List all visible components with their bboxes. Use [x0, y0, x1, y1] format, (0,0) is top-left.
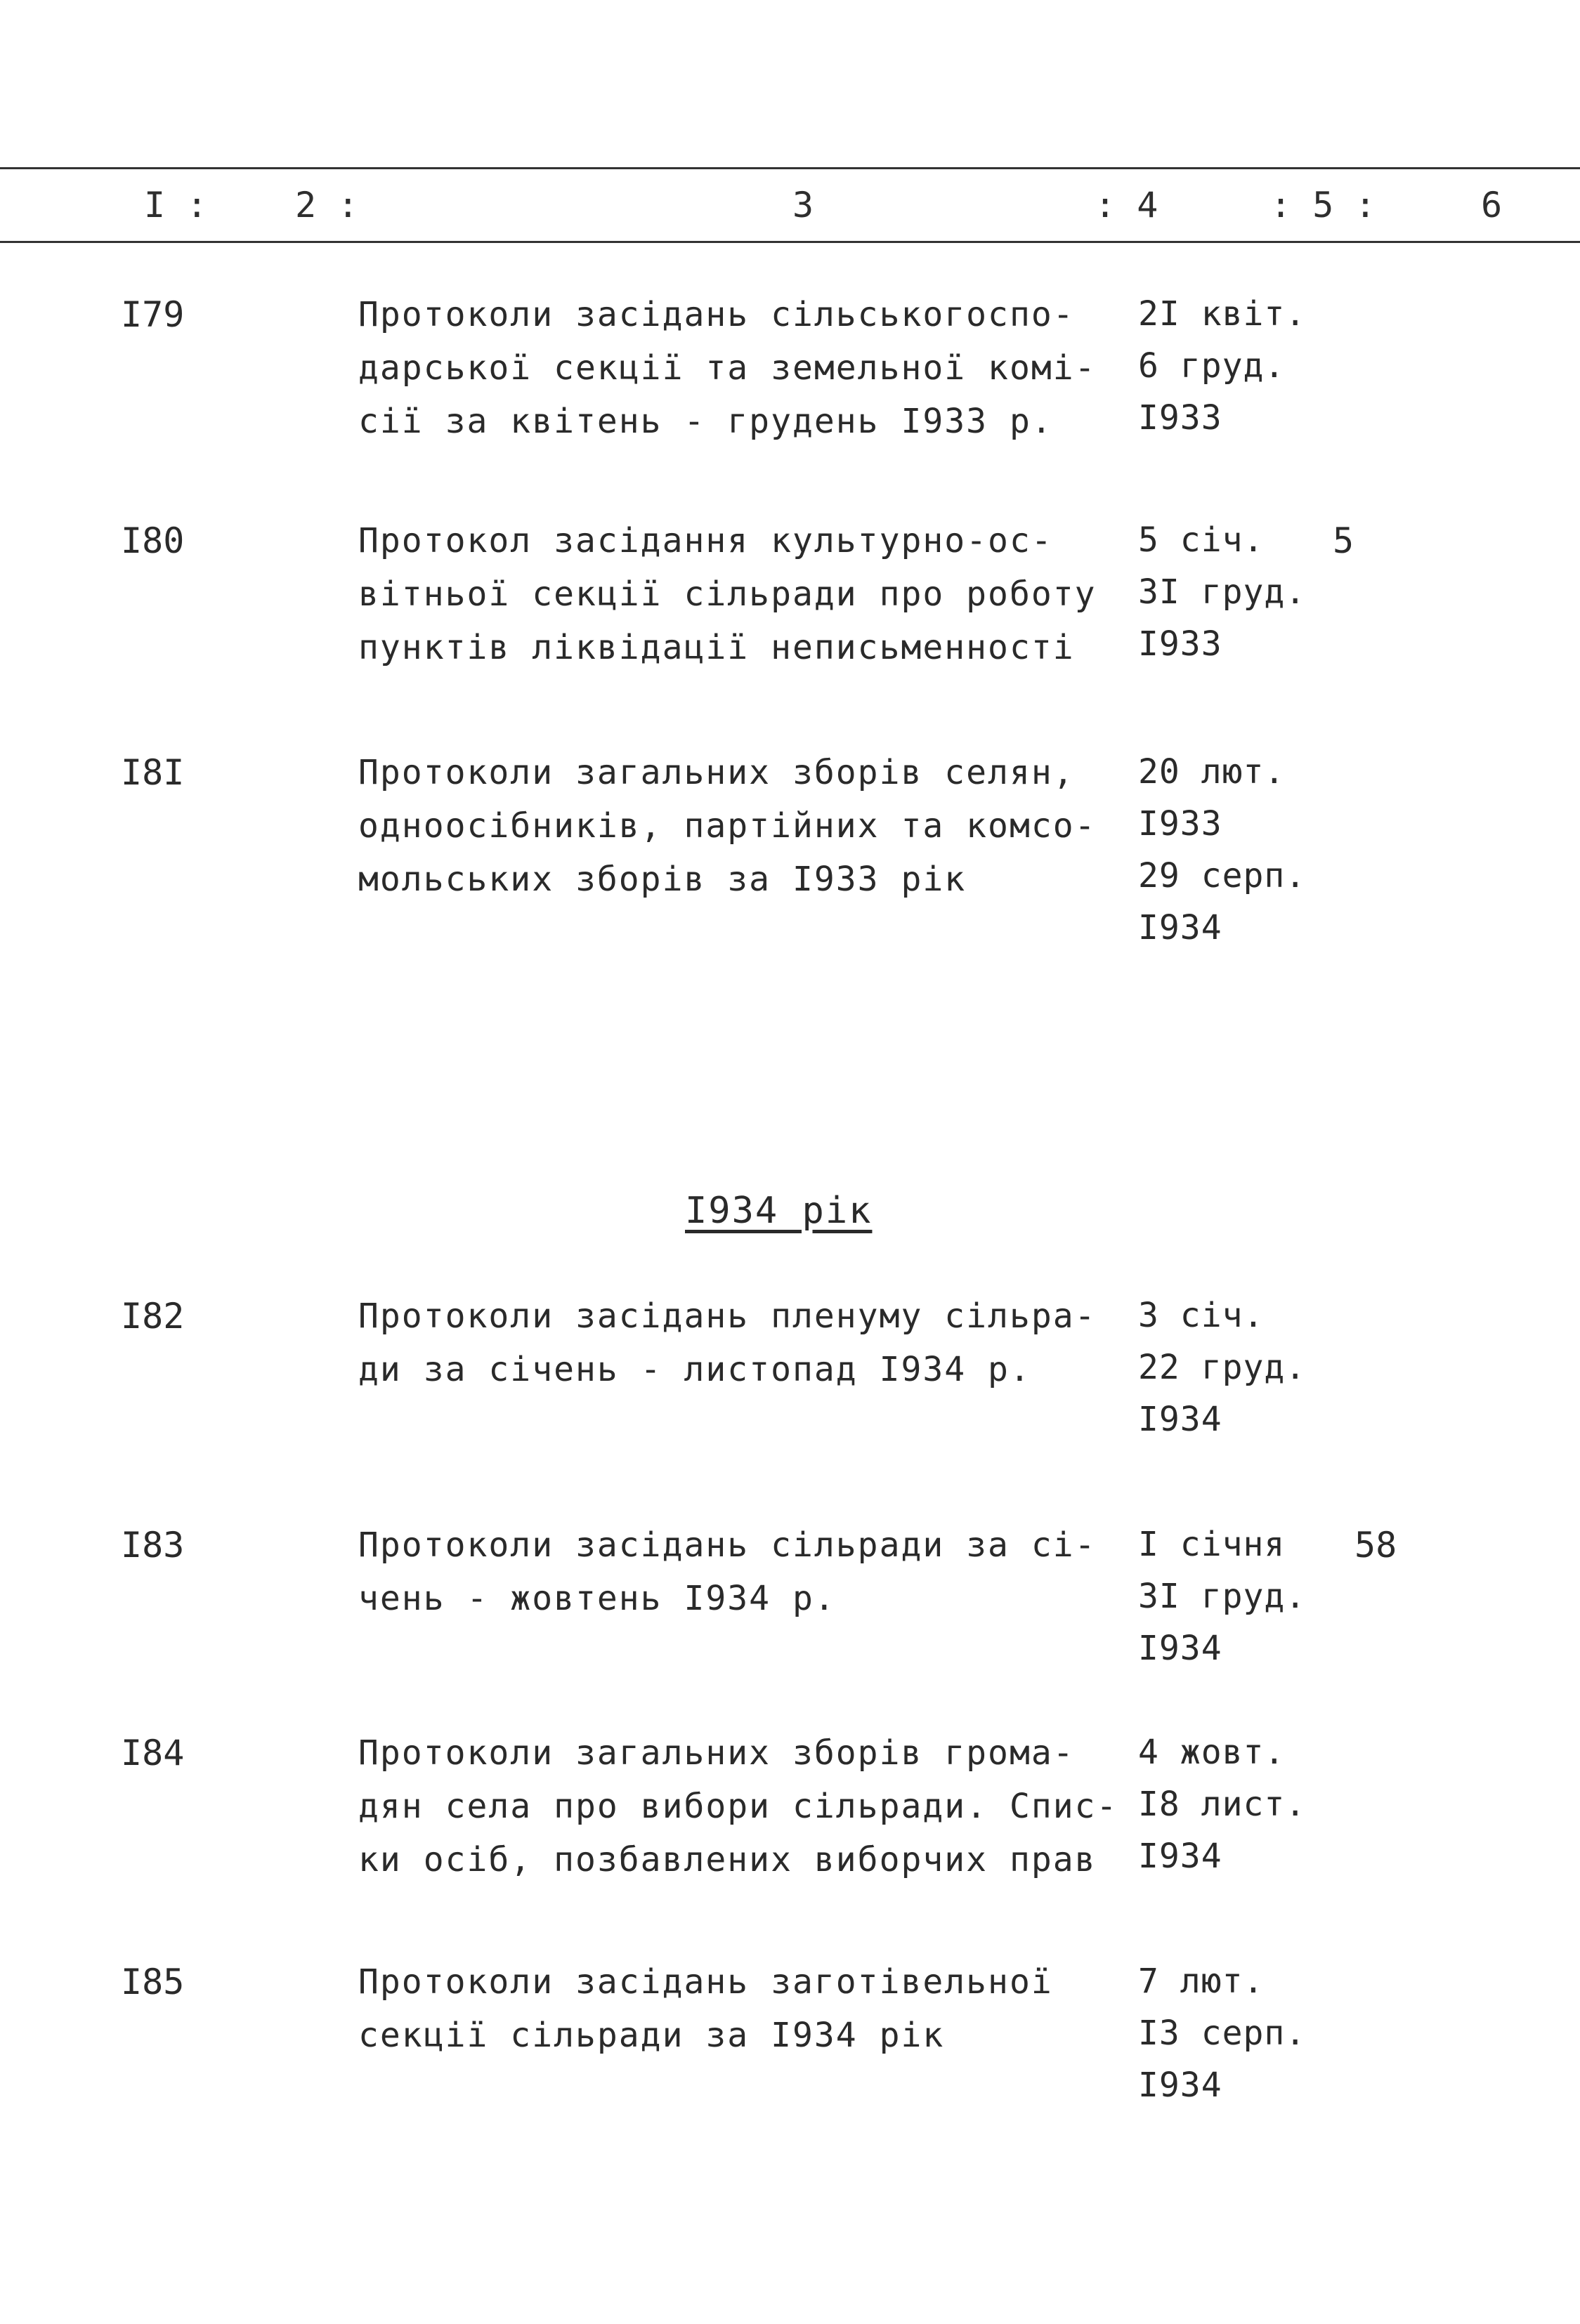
file-title-line: вітньої секції сільради про роботу — [358, 575, 1097, 614]
file-title-line: Протоколи засідань пленуму сільра- — [358, 1296, 1097, 1336]
date-line: I933 — [1138, 398, 1222, 438]
date-line: I934 — [1138, 1837, 1222, 1876]
date-line: I933 — [1138, 624, 1222, 664]
file-number: I80 — [121, 520, 185, 561]
file-title-line: дян села про вибори сільради. Спис- — [358, 1787, 1118, 1826]
header-bottom-rule — [0, 241, 1580, 243]
file-title-line: Протокол засідання культурно-ос- — [358, 521, 1053, 560]
date-line: 3 січ. — [1138, 1296, 1265, 1335]
file-dates — [1138, 1289, 1306, 1445]
file-title-line: секції сільради за I934 рік — [358, 2016, 945, 2055]
year-heading: I934 рік — [685, 1190, 873, 1232]
date-line: 22 груд. — [1138, 1348, 1307, 1387]
file-title — [358, 1726, 1118, 1886]
file-number: I83 — [121, 1525, 185, 1565]
header-col-1: I : — [144, 185, 208, 225]
sheet-count: 58 — [1354, 1525, 1397, 1565]
date-line: 2I квіт. — [1138, 294, 1307, 334]
date-line: 20 лют. — [1138, 752, 1286, 792]
file-title — [358, 746, 1103, 906]
file-dates — [1138, 746, 1306, 954]
file-dates — [1138, 1955, 1306, 2111]
file-title — [358, 1518, 1103, 1625]
file-dates — [1138, 514, 1306, 670]
date-line: 4 жовт. — [1138, 1733, 1286, 1772]
file-title-line: Протоколи загальних зборів грома- — [358, 1733, 1075, 1773]
header-col-4: : 4 — [1095, 185, 1158, 225]
date-line: 5 січ. — [1138, 520, 1265, 560]
file-title-line: Протоколи засідань сільради за сі- — [358, 1525, 1097, 1565]
file-title — [358, 1289, 1103, 1396]
file-number: I82 — [121, 1296, 185, 1337]
file-dates — [1138, 1518, 1306, 1674]
date-line: 6 груд. — [1138, 346, 1286, 386]
file-title-line: мольських зборів за I933 рік — [358, 860, 967, 899]
date-line: 7 лют. — [1138, 1962, 1265, 2001]
header-col-5: : 5 : — [1270, 185, 1376, 225]
file-title-line: чень - жовтень I934 р. — [358, 1579, 836, 1618]
header-col-2: 2 : — [295, 185, 359, 225]
date-line: I934 — [1138, 908, 1222, 947]
date-line: 29 серп. — [1138, 856, 1307, 895]
file-title-line: дарської секції та земельної комі- — [358, 348, 1097, 388]
date-line: I934 — [1138, 2066, 1222, 2105]
file-title-line: Протоколи засідань сільськогоспо- — [358, 295, 1075, 334]
file-title-line: Протоколи загальних зборів селян, — [358, 753, 1075, 792]
sheet-count: 5 — [1333, 520, 1354, 561]
date-line: I934 — [1138, 1629, 1222, 1668]
file-title-line: Протоколи засідань заготівельної — [358, 1962, 1053, 2002]
file-title-line: пунктів ліквідації неписьменності — [358, 628, 1075, 667]
file-title-line: ки осіб, позбавлених виборчих прав — [358, 1840, 1097, 1879]
header-col-3: 3 — [792, 185, 814, 225]
date-line: I січня — [1138, 1525, 1286, 1564]
file-title-line: одноосібників, партійних та комсо- — [358, 806, 1097, 846]
date-line: I3 серп. — [1138, 2014, 1307, 2053]
file-number: I79 — [121, 294, 185, 335]
file-title-line: ди за січень - листопад I934 р. — [358, 1350, 1031, 1389]
date-line: I934 — [1138, 1400, 1222, 1439]
file-number: I8I — [121, 752, 185, 793]
file-number: I84 — [121, 1733, 185, 1773]
header-top-rule — [0, 167, 1580, 169]
file-number: I85 — [121, 1962, 185, 2002]
file-dates — [1138, 1726, 1306, 1882]
date-line: I8 лист. — [1138, 1785, 1307, 1824]
date-line: I933 — [1138, 804, 1222, 843]
file-title-line: сії за квітень - грудень I933 р. — [358, 402, 1053, 441]
header-col-6: 6 — [1481, 185, 1503, 225]
date-line: 3I груд. — [1138, 572, 1307, 612]
file-dates — [1138, 288, 1306, 444]
file-title — [358, 288, 1103, 448]
file-title — [358, 514, 1103, 674]
date-line: 3I груд. — [1138, 1577, 1307, 1616]
file-title — [358, 1955, 1103, 2062]
